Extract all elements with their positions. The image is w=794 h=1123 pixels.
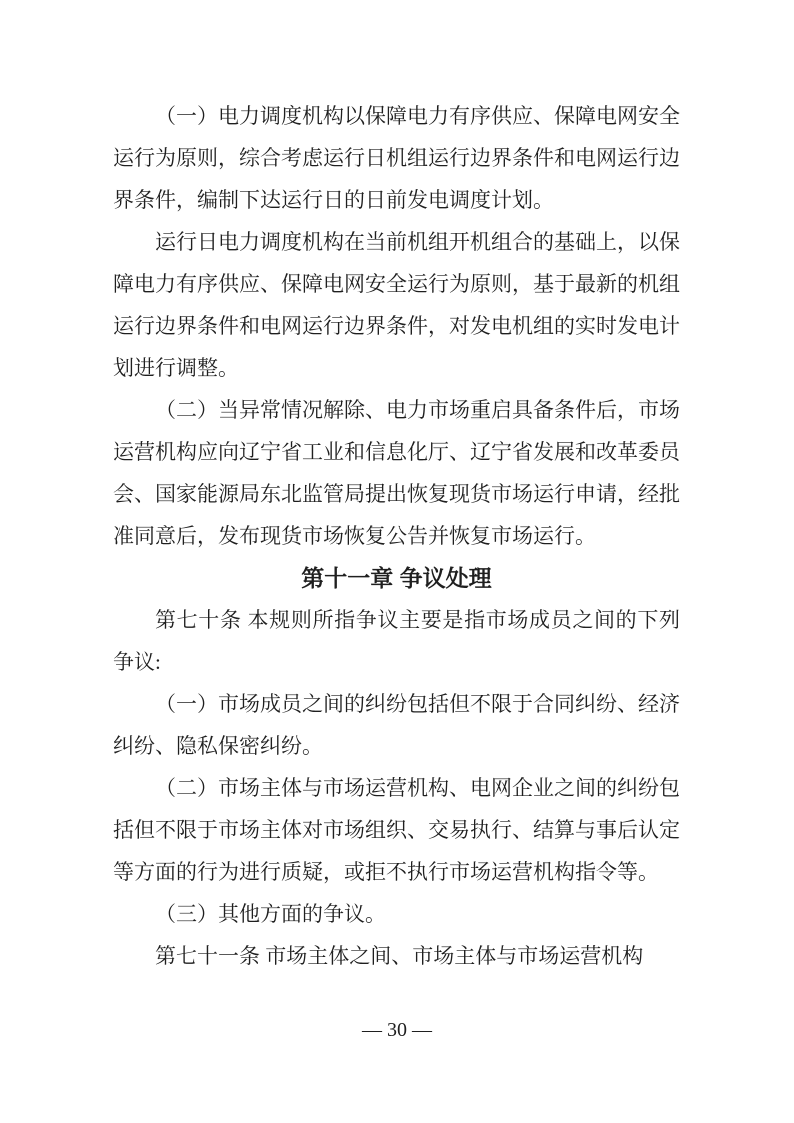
paragraph-article-70: 第七十条 本规则所指争议主要是指市场成员之间的下列争议: bbox=[113, 608, 680, 674]
paragraph-article-71: 第七十一条 市场主体之间、市场主体与市场运营机构 bbox=[155, 944, 644, 968]
chapter-heading: 第十一章 争议处理 bbox=[301, 565, 492, 591]
paragraph-realtime-adjustment: 运行日电力调度机构在当前机组开机组合的基础上，以保障电力有序供应、保障电网安全运行为原则，基于最新的机组运行边界条件和电网运行边界条件，对发电机组的实时发电计划进行调整。 bbox=[113, 230, 680, 380]
page-number: — 30 — bbox=[362, 1019, 432, 1041]
paragraph-market-restart: （二）当异常情况解除、电力市场重启具备条件后，市场运营机构应向辽宁省工业和信息化厅、辽宁省发展和改革委员会、国家能源局东北监管局提出恢复现货市场运行申请，经批准同意后，发布现货市场恢复公告并恢复市场运行。 bbox=[113, 398, 680, 548]
paragraph-dispute-item-2: （二）市场主体与市场运营机构、电网企业之间的纠纷包括但不限于市场主体对市场组织、交易执行、结算与事后认定等方面的行为进行质疑，或拒不执行市场运营机构指令等。 bbox=[113, 776, 680, 884]
paragraph-dispute-item-3: （三）其他方面的争议。 bbox=[155, 902, 386, 926]
document-body bbox=[113, 95, 680, 977]
paragraph-dispatch-plan: （一）电力调度机构以保障电力有序供应、保障电网安全运行为原则，综合考虑运行日机组运行边界条件和电网运行边界条件，编制下达运行日的日前发电调度计划。 bbox=[113, 104, 680, 212]
paragraph-dispute-item-1: （一）市场成员之间的纠纷包括但不限于合同纠纷、经济纠纷、隐私保密纠纷。 bbox=[113, 692, 680, 758]
